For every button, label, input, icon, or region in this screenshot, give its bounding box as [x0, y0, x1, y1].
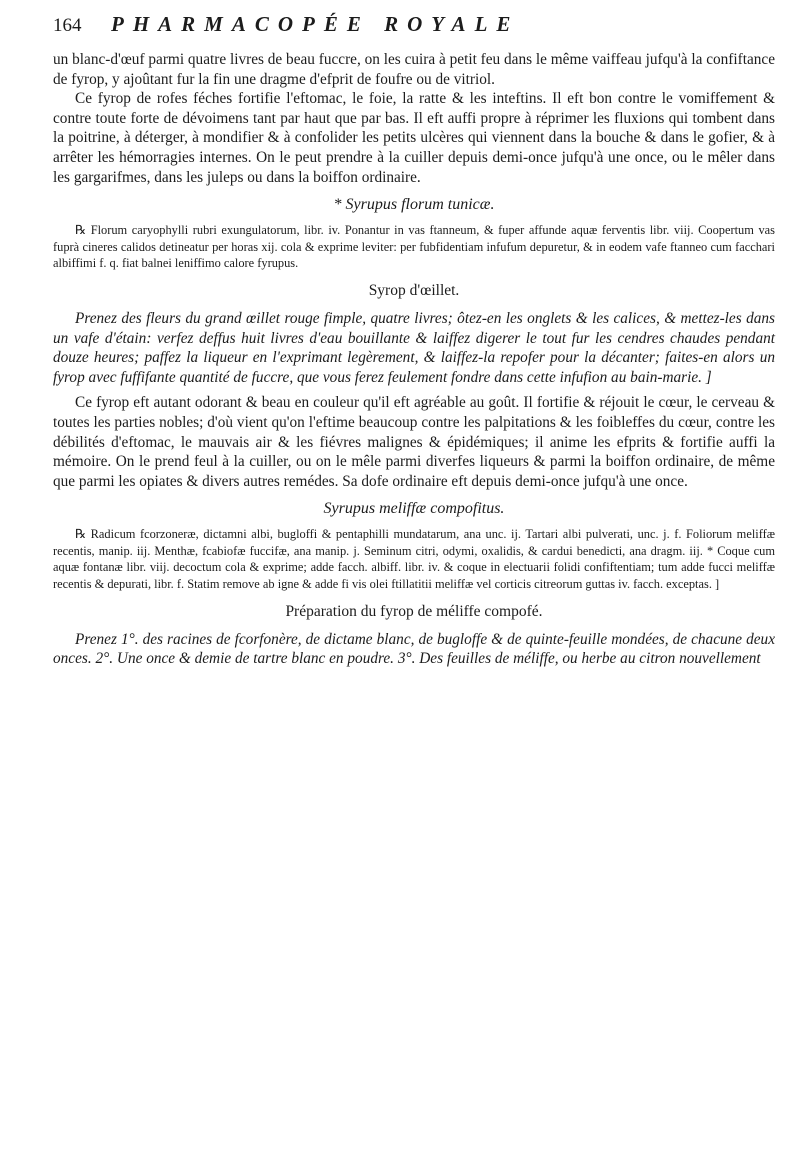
latin-recipe-melissa: ℞ Radicum fcorzoneræ, dictamni albi, bugloffi & pentaphilli mundatarum, ana unc. ij. Tartari albi pulverati, unc. j. f. Foliorum meliffæ recentis, manip. iij. Menthæ, fcabiofæ fuccifæ, ana manip. j. Seminum citri, odymi, oxalidis, & cardui benedicti, ana dragm. iij. * Coque cum aquæ fontanæ libr. viij. decoctum cola & exprime; adde facch. albiff. libr. iv. & coque in electuarii folidi confiftentiam; tum adde fucci meliffæ recentis & depurati, libr. f. Statim remove ab igne & adde fi vis olei ftillatitii meliffæ vel corticis citreorum guttas iv. facch. exceptas. ] [53, 527, 775, 592]
heading-syrupus-melissae: Syrupus meliffæ compofitus. [323, 500, 505, 518]
running-title: PHARMACOPÉE ROYALE [111, 12, 520, 36]
latin-recipe-carnation: ℞ Florum caryophylli rubri exungulatorum, libr. iv. Ponantur in vas ftanneum, & fuper affunde aquæ ferventis libr. viij. Coopertum vas fuprà cineres calidos detineatur per horas xij. cola & exprime leviter: per fubfidentiam infufum depuretur, & in eodem vafe ftanneo cum facchari albiffimi f. q. fiat balnei leniffimo calore fyrupus. [53, 223, 775, 271]
page-content [53, 12, 775, 669]
heading-syrupus-florum: * Syrupus florum tunicæ. [333, 196, 495, 214]
paragraph-rose-syrup-virtues: Ce fyrop de rofes féches fortifie l'eftomac, le foie, la ratte & les inteftins. Il eft bon contre le vomiffement & contre toute forte de dévoimens tant par haut que par bas. Il eft auffi propre à réprimer les fluxions qui tombent dans la poitrine, à déterger, à mondifier & à confolider les petits ulcères qui viennent dans la bouche & dans le gofier, & à arrêter les hémorragies internes. On le peut prendre à la cuiller depuis demi-once jufqu'à une once, ou le mêler dans les gargarifmes, dans les juleps ou dans la boiffon ordinaire. [53, 90, 775, 186]
paragraph-carnation-virtues: Ce fyrop eft autant odorant & beau en couleur qu'il eft agréable au goût. Il fortifie & réjouit le cœur, le cerveau & toutes les parties nobles; d'où vient qu'on l'eftime beaucoup contre les palpitations & les foibleffes du cœur, contre les débilités d'eftomac, le mauvais air & les fiévres malignes & épidémiques; il anime les efprits & fortifie auffi la mémoire. On le prend feul à la cuiller, ou on le mêle parmi diverfes liqueurs & parmi la boiffon ordinaire, de même que parmi les opiates & divers autres remédes. Sa dofe ordinaire eft depuis demi-once jufqu'à une once. [53, 394, 775, 490]
page-number: 164 [53, 15, 82, 36]
french-recipe-carnation: Prenez des fleurs du grand œillet rouge fimple, quatre livres; ôtez-en les onglets & les calices, & mettez-les dans un vafe d'étain: verfez deffus huit livres d'eau bouillante & laiffez digerer le tout fur les cendres chaudes pendant douze heures; paffez la liqueur en l'exprimant legèrement, & laiffez-la repofer pour la décanter; faites-en alors un fyrop avec fuffifante quantité de fuccre, que vous ferez feulement fondre dans cette infufion au bain-marie. ] [53, 309, 775, 386]
page-header [53, 12, 775, 50]
paragraph-continuation: un blanc-d'œuf parmi quatre livres de beau fuccre, on les cuira à petit feu dans le même vaiffeau jufqu'à la confiftance de fyrop, y ajoûtant fur la fin une dragme d'efprit de foufre ou de vitriol. [53, 51, 775, 88]
heading-preparation-melisse: Préparation du fyrop de méliffe compofé. [285, 602, 543, 620]
french-recipe-melissa: Prenez 1°. des racines de fcorfonère, de dictame blanc, de bugloffe & de quinte-feuille mondées, de chacune deux onces. 2°. Une once & demie de tartre blanc en poudre. 3°. Des feuilles de méliffe, ou herbe au citron nouvellement [53, 630, 775, 668]
heading-syrop-oeillet: Syrop d'œillet. [368, 281, 460, 299]
